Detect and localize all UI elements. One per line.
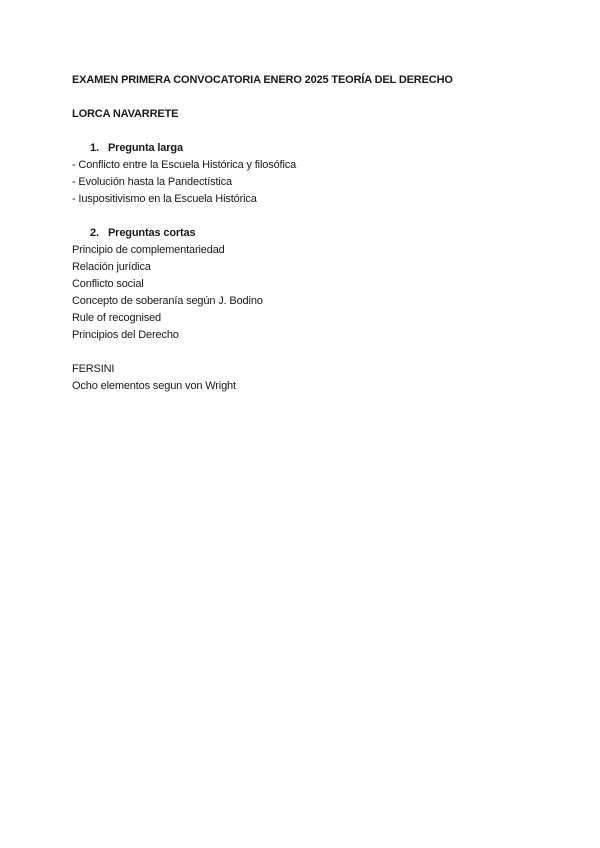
spacer <box>72 208 542 225</box>
question-1-item: - Iuspositivismo en la Escuela Histórica <box>72 193 257 205</box>
spacer <box>72 344 542 361</box>
question-1-number: 1. <box>90 142 99 154</box>
question-1-item: - Evolución hasta la Pandectística <box>72 176 232 188</box>
question-1-heading <box>72 140 542 157</box>
spacer <box>72 89 542 106</box>
question-2-item: Principios del Derecho <box>72 329 179 341</box>
question-2-item: Relación jurídica <box>72 261 151 273</box>
section-heading-lorca: LORCA NAVARRETE <box>72 108 179 120</box>
question-1-label: Pregunta larga <box>108 142 183 154</box>
question-2-number: 2. <box>90 227 99 239</box>
question-2-heading <box>72 225 542 242</box>
question-2-item: Concepto de soberanía según J. Bodino <box>72 295 263 307</box>
question-2-item: Principio de complementariedad <box>72 244 225 256</box>
document-title: EXAMEN PRIMERA CONVOCATORIA ENERO 2025 TEORÍA DEL DERECHO <box>72 74 453 86</box>
fersini-item: Ocho elementos segun von Wright <box>72 380 236 392</box>
spacer <box>72 123 542 140</box>
question-2-label: Preguntas cortas <box>108 227 196 239</box>
question-1-item: - Conflicto entre la Escuela Histórica y filosófica <box>72 159 297 171</box>
document-body <box>72 72 542 395</box>
question-2-item: Conflicto social <box>72 278 144 290</box>
section-heading-fersini: FERSINI <box>72 363 115 375</box>
question-2-item: Rule of recognised <box>72 312 162 324</box>
